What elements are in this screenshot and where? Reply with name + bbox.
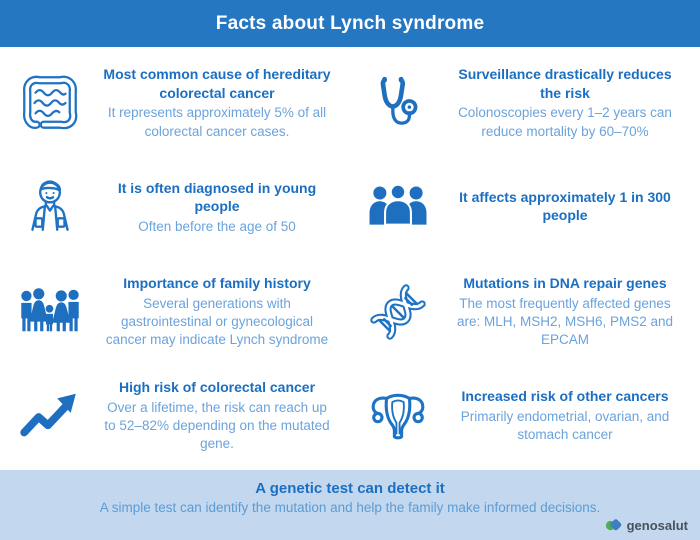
genosalut-logo-icon [605,517,623,533]
fact-text [448,188,696,227]
facts-grid [0,47,700,470]
fact-item-family-history [0,260,348,364]
fact-item-colorectal-cause [0,51,348,155]
fact-text [100,378,348,453]
page-title: Facts about Lynch syndrome [215,12,485,34]
fact-title: Importance of family history [123,275,311,292]
fact-item-prevalence [348,155,696,259]
footer-banner [0,470,700,540]
fact-title: Mutations in DNA repair genes [463,275,667,292]
fact-description: Several generations with gastrointestinal or gynecological cancer may indicate Lynch syndrome [105,295,329,347]
fact-description: Colonoscopies every 1–2 years can reduce mortality by 60–70% [458,105,672,139]
fact-title: Surveillance drastically reduces the risk [458,66,672,101]
intestine-icon [0,72,100,134]
fact-title: Most common cause of hereditary colorectal cancer [103,66,331,101]
fact-description: It represents approximately 5% of all colorectal cancer cases. [107,105,327,139]
fact-title: It is often diagnosed in young people [117,179,317,215]
fact-description: Often before the age of 50 [138,218,296,234]
fact-description: Over a lifetime, the risk can reach up to 52–82% depending on the mutated gene. [104,399,330,452]
people-group-icon [348,178,448,236]
fact-description: The most frequently affected genes are: MLH, MSH2, MSH6, PMS2 and EPCAM [456,295,674,347]
fact-item-dna-mutations [348,260,696,364]
fact-item-young-people [0,155,348,259]
fact-text [448,65,696,140]
rising-arrow-icon [0,385,100,447]
fact-title: High risk of colorectal cancer [118,379,316,396]
fact-item-other-cancers [348,364,696,468]
genosalut-logo-text: genosalut [626,517,688,533]
footer-title: A genetic test can detect it [255,480,445,497]
fact-description: Primarily endometrial, ovarian, and stomach cancer [460,408,670,443]
genosalut-logo [605,517,688,533]
fact-text [100,65,348,140]
header-banner [0,0,700,47]
fact-text [100,274,348,349]
doctor-icon [0,176,100,238]
fact-text [448,274,696,349]
fact-item-surveillance [348,51,696,155]
dna-icon [348,281,448,343]
family-icon [0,282,100,342]
footer-description: A simple test can identify the mutation and help the family make informed decisions. [99,500,601,515]
fact-title: Increased risk of other cancers [461,388,669,405]
fact-text [100,179,348,236]
stethoscope-icon [348,72,448,134]
fact-item-high-risk [0,364,348,468]
fact-text [448,387,696,444]
uterus-icon [348,385,448,447]
fact-title: It affects approximately 1 in 300 people [459,188,671,224]
